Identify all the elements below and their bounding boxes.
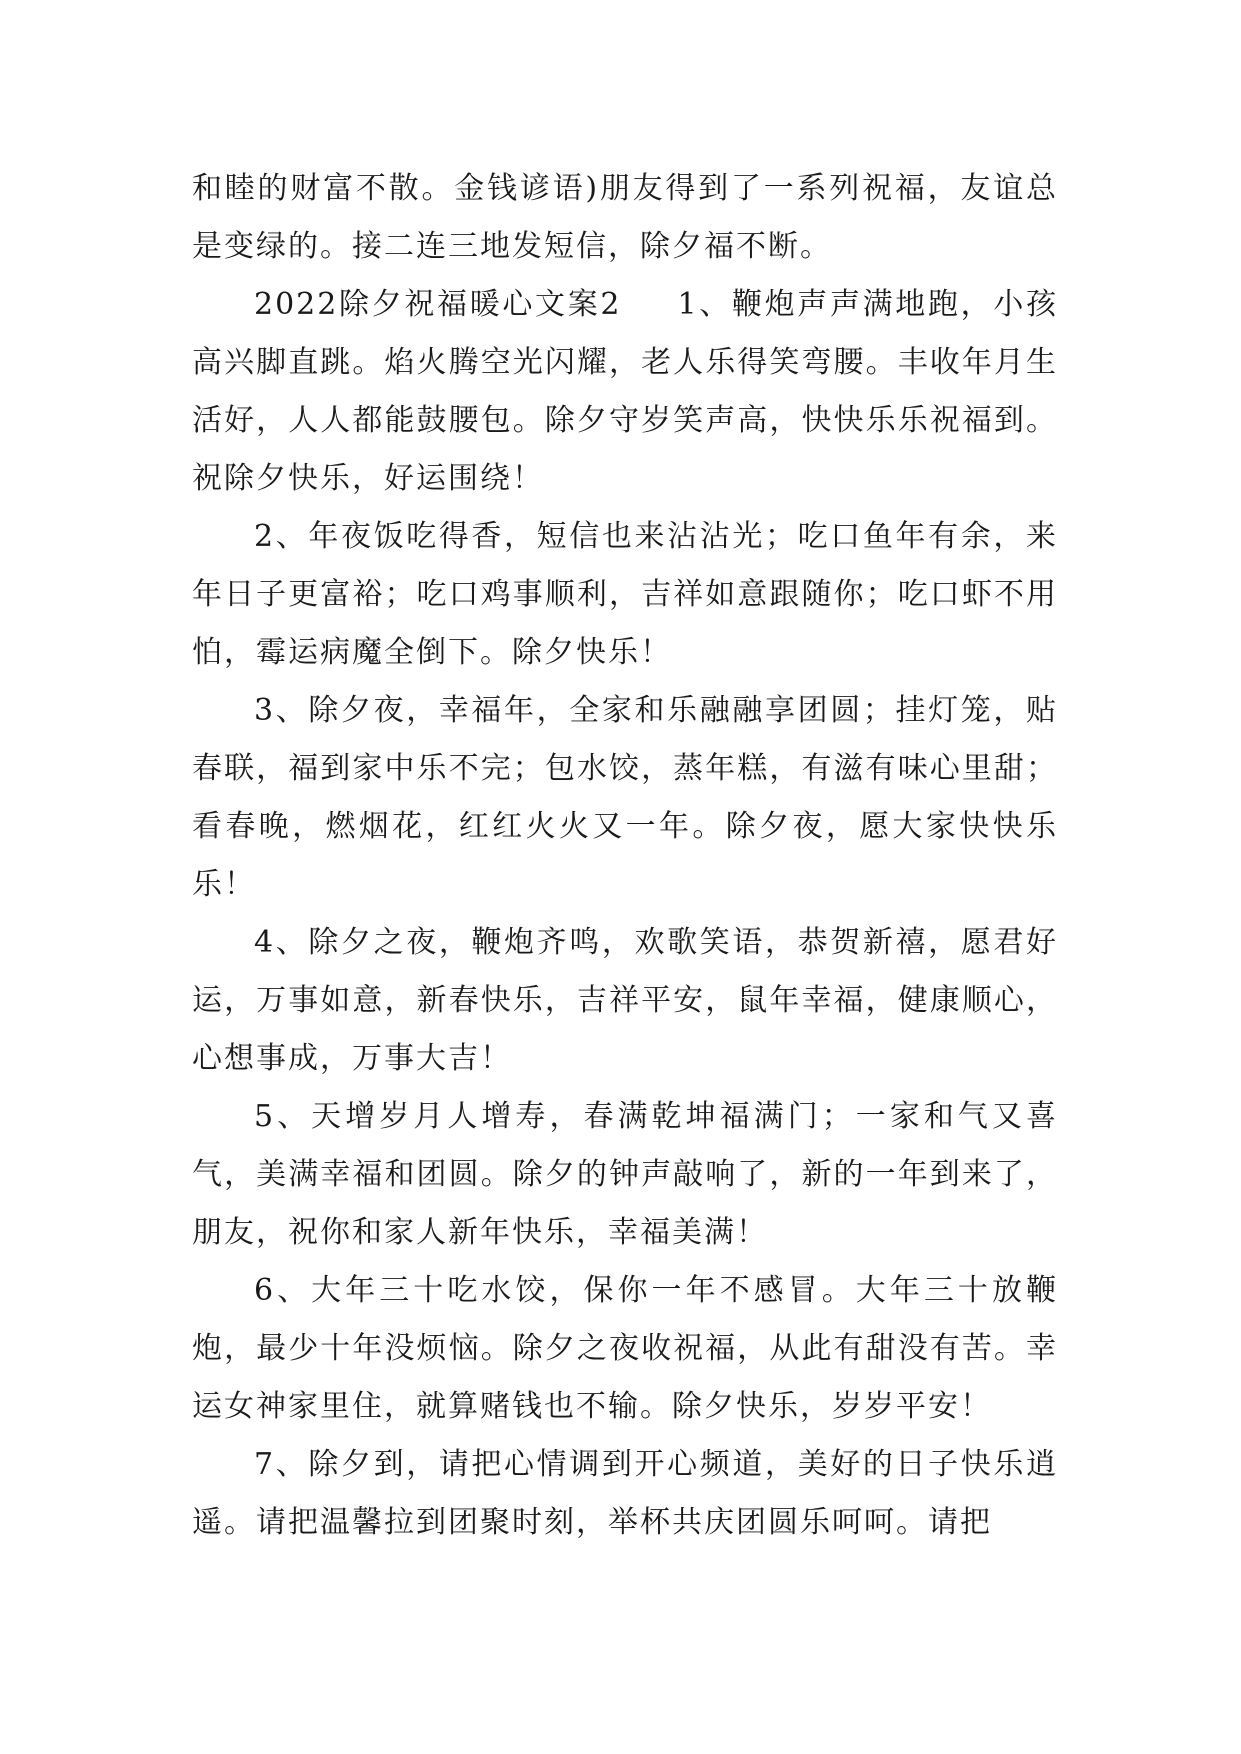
paragraph: 6、大年三十吃水饺，保你一年不感冒。大年三十放鞭炮，最少十年没烦恼。除夕之夜收祝福，从此有甜没有苦。幸运女神家里住，就算赌钱也不输。除夕快乐，岁岁平安！ bbox=[192, 1273, 1058, 1424]
paragraph: 4、除夕之夜，鞭炮齐鸣，欢歌笑语，恭贺新禧，愿君好运，万事如意，新春快乐，吉祥平安，鼠年幸福，健康顺心，心想事成，万事大吉！ bbox=[192, 925, 1058, 1076]
paragraph: 2、年夜饭吃得香，短信也来沾沾光；吃口鱼年有余，来年日子更富裕；吃口鸡事顺利，吉祥如意跟随你；吃口虾不用怕，霉运病魔全倒下。除夕快乐！ bbox=[192, 519, 1058, 670]
document-body bbox=[192, 160, 1058, 1552]
section-heading: 2022除夕祝福暖心文案2 bbox=[254, 287, 622, 322]
paragraph: 5、天增岁月人增寿，春满乾坤福满门；一家和气又喜气，美满幸福和团圆。除夕的钟声敲响了，新的一年到来了，朋友，祝你和家人新年快乐，幸福美满！ bbox=[192, 1099, 1058, 1250]
paragraph: 3、除夕夜，幸福年，全家和乐融融享团圆；挂灯笼，贴春联，福到家中乐不完；包水饺，蒸年糕，有滋有味心里甜；看春晚，燃烟花，红红火火又一年。除夕夜，愿大家快快乐乐！ bbox=[192, 693, 1058, 902]
paragraph-text: 1、鞭炮声声满地跑，小孩高兴脚直跳。焰火腾空光闪耀，老人乐得笑弯腰。丰收年月生活好，人人都能鼓腰包。除夕守岁笑声高，快快乐乐祝福到。祝除夕快乐，好运围绕！ bbox=[192, 287, 1058, 496]
paragraph: 和睦的财富不散。金钱谚语)朋友得到了一系列祝福，友谊总是变绿的。接二连三地发短信，除夕福不断。 bbox=[192, 171, 1058, 264]
paragraph bbox=[192, 276, 1058, 508]
paragraph: 7、除夕到，请把心情调到开心频道，美好的日子快乐逍遥。请把温馨拉到团聚时刻，举杯共庆团圆乐呵呵。请把 bbox=[192, 1447, 1058, 1540]
